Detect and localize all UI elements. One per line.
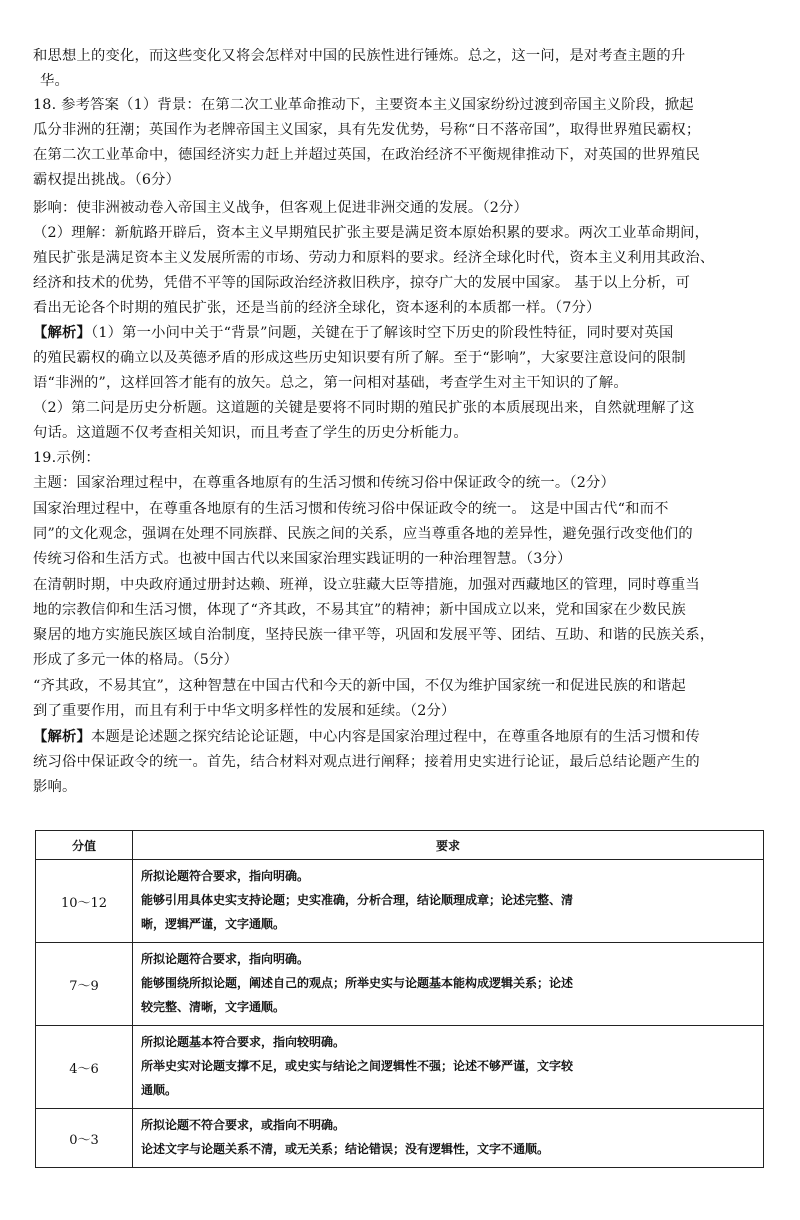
analysis-marker: 【解析】	[33, 325, 91, 341]
requirement-line: 较完整、清晰，文字通顺。	[141, 1000, 286, 1014]
score-cell: 4～6	[36, 1026, 133, 1109]
requirement-cell	[133, 1109, 764, 1168]
requirement-line: 所拟论题不符合要求，或指向不明确。	[141, 1118, 346, 1132]
score-cell: 0～3	[36, 1109, 133, 1168]
analysis-line: 【解析】（1）第一小问中关于“背景”问题，关键在于了解该时空下历史的阶段性特征，同时要对英国	[33, 325, 674, 341]
score-cell: 7～9	[36, 943, 133, 1026]
text-line: （2）理解：新航路开辟后，资本主义早期殖民扩张主要是满足资本原始积累的要求。两次工业革命期间，	[33, 225, 710, 241]
text-line: “齐其政，不易其宜”，这种智慧在中国古代和今天的新中国，不仅为维护国家统一和促进民族的和谐起	[33, 678, 686, 694]
text-line: 殖民扩张是满足资本主义发展所需的市场、劳动力和原料的要求。经济全球化时代，资本主义利用其政治、	[33, 250, 715, 266]
text-line: 形成了多元一体的格局。（5分）	[33, 652, 239, 668]
requirement-line: 所拟论题符合要求，指向明确。	[141, 952, 310, 966]
text-line: 和思想上的变化，而这些变化又将会怎样对中国的民族性进行锤炼。总之，这一问，是对考查主题的升	[33, 48, 686, 64]
requirement-line: 晰，逻辑严谨，文字通顺。	[141, 917, 286, 931]
table-row	[36, 1026, 764, 1109]
answer-18-line: 18. 参考答案（1）背景：在第二次工业革命推动下，主要资本主义国家纷纷过渡到帝国主义阶段，掀起	[33, 97, 694, 113]
requirement-cell	[133, 943, 764, 1026]
text-line: 看出无论各个时期的殖民扩张，还是当前的经济全球化，资本逐利的本质都一样。（7分）	[33, 300, 601, 316]
requirement-line: 能够引用具体史实支持论题；史实准确，分析合理，结论顺理成章；论述完整、清	[141, 893, 574, 907]
text-line: 在清朝时期，中央政府通过册封达赖、班禅，设立驻藏大臣等措施，加强对西藏地区的管理，同时尊重当	[33, 577, 700, 593]
text-line: 同”的文化观念，强调在处理不同族群、民族之间的关系，应当尊重各地的差异性，避免强行改变他们的	[33, 526, 693, 542]
example-19-line: 19.示例：	[33, 450, 100, 466]
requirement-line: 能够围绕所拟论题，阐述自己的观点；所举史实与论题基本能构成逻辑关系；论述	[141, 976, 574, 990]
requirement-line: 所举史实对论题支撑不足，或史实与结论之间逻辑性不强；论述不够严谨，文字较	[141, 1059, 574, 1073]
text-line: 聚居的地方实施民族区域自治制度，坚持民族一律平等，巩固和发展平等、团结、互助、和谐的民族关系，	[33, 627, 715, 643]
table-row	[36, 943, 764, 1026]
table-row	[36, 860, 764, 943]
text-line: 国家治理过程中，在尊重各地原有的生活习惯和传统习俗中保证政令的统一。 这是中国古代“和而不	[33, 501, 669, 517]
requirement-cell	[133, 1026, 764, 1109]
requirement-line: 所拟论题基本符合要求，指向较明确。	[141, 1035, 346, 1049]
header-requirement: 要求	[133, 831, 764, 860]
text-line: 瓜分非洲的狂潮；英国作为老牌帝国主义国家，具有先发优势，号称“日不落帝国”，取得世界殖民霸权；	[33, 122, 701, 138]
score-cell: 10～12	[36, 860, 133, 943]
text-line: 的殖民霸权的确立以及英德矛盾的形成这些历史知识要有所了解。至于“影响”，大家要注意设问的限制	[33, 350, 686, 366]
text-line: 到了重要作用，而且有利于中华文明多样性的发展和延续。（2分）	[33, 703, 456, 719]
analysis-marker: 【解析】	[33, 729, 91, 745]
text-line: 在第二次工业革命中，德国经济实力赶上并超过英国，在政治经济不平衡规律推动下，对英国的世界殖民	[33, 147, 700, 163]
scoring-table	[35, 830, 764, 1168]
theme-line: 主题：国家治理过程中，在尊重各地原有的生活习惯和传统习俗中保证政令的统一。（2分）	[33, 475, 616, 491]
table-row	[36, 1109, 764, 1168]
text-line: 影响：使非洲被动卷入帝国主义战争，但客观上促进非洲交通的发展。（2分）	[33, 200, 529, 216]
analysis-line: 【解析】本题是论述题之探究结论论证题，中心内容是国家治理过程中，在尊重各地原有的生活习惯和传	[33, 729, 700, 745]
text-line: 语“非洲的”，这样回答才能有的放矢。总之，第一问相对基础，考查学生对主干知识的了解。	[33, 375, 628, 391]
header-score: 分值	[36, 831, 133, 860]
text-line: 影响。	[33, 779, 77, 795]
table-header-row	[36, 831, 764, 860]
requirement-line: 所拟论题符合要求，指向明确。	[141, 869, 310, 883]
text-line: （2）第二问是历史分析题。这道题的关键是要将不同时期的殖民扩张的本质展现出来，自然就理解了这	[33, 400, 695, 416]
text-line: 地的宗教信仰和生活习惯，体现了“齐其政，不易其宜”的精神；新中国成立以来，党和国家在少数民族	[33, 602, 686, 618]
text-line: 华。	[40, 73, 69, 89]
text-line: 统习俗中保证政令的统一。首先，结合材料对观点进行阐释；接着用史实进行论证，最后总结论题产生的	[33, 754, 700, 770]
text-line: 传统习俗和生活方式。也被中国古代以来国家治理实践证明的一种治理智慧。（3分）	[33, 551, 572, 567]
text-line: 经济和技术的优势，凭借不平等的国际政治经济救旧秩序，掠夺广大的发展中国家。 基于以上分析，可	[33, 275, 691, 291]
requirement-cell	[133, 860, 764, 943]
requirement-line: 论述文字与论题关系不清，或无关系；结论错误；没有逻辑性，文字不通顺。	[141, 1142, 550, 1156]
text-line: 句话。这道题不仅考查相关知识，而且考查了学生的历史分析能力。	[33, 425, 468, 441]
text-line: 霸权提出挑战。（6分）	[33, 172, 181, 188]
requirement-line: 通顺。	[141, 1083, 178, 1097]
